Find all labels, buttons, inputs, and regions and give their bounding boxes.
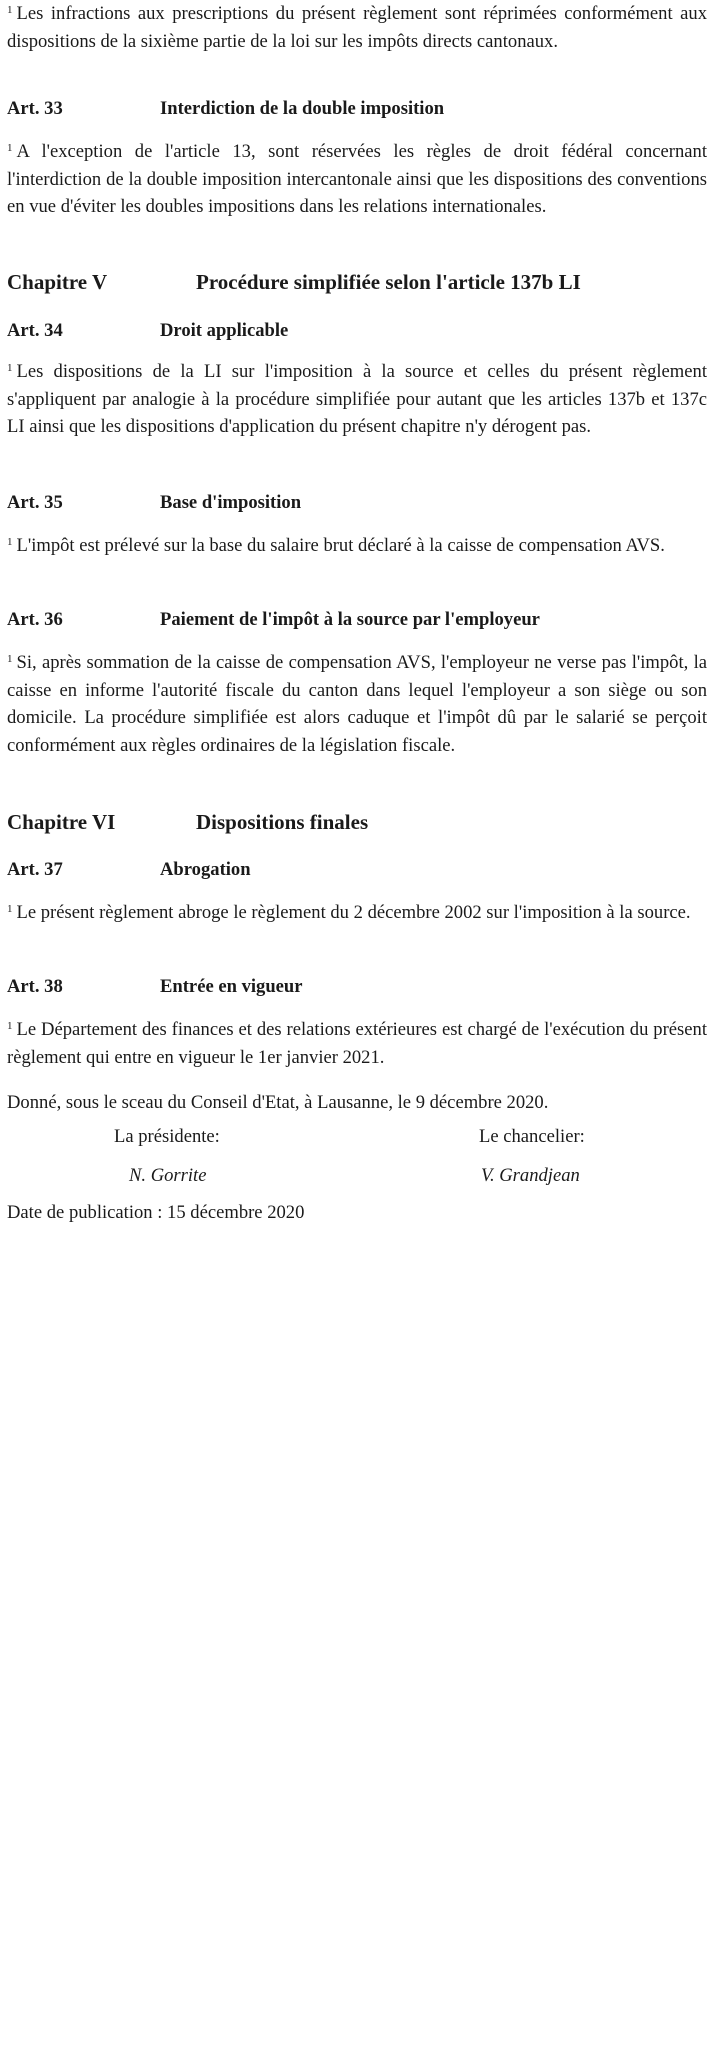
art37-title: Abrogation [160, 859, 251, 880]
intro-paragraph [7, 0, 707, 55]
art37-text: Le présent règlement abroge le règlement du 2 décembre 2002 sur l'imposition à la source. [16, 902, 691, 923]
chapter5-heading [7, 268, 707, 296]
chapter5-title: Procédure simplifiée selon l'article 137b LI [196, 270, 581, 294]
art36-heading [7, 607, 707, 633]
art33-title: Interdiction de la double imposition [160, 98, 445, 119]
president-name: N. Gorrite [129, 1165, 207, 1186]
art33-paragraph [7, 138, 707, 221]
art38-title: Entrée en vigueur [160, 976, 303, 997]
art35-title: Base d'imposition [160, 492, 302, 513]
signatory-names [7, 1163, 707, 1189]
art38-text: Le Département des finances et des relations extérieures est chargé de l'exécution du présent règlement qui entre en vigueur le 1er janvier 2021. [7, 1019, 707, 1068]
art35-text: L'impôt est prélevé sur la base du salaire brut déclaré à la caisse de compensation AVS. [16, 535, 665, 556]
chapter6-heading [7, 808, 707, 836]
art33-text: A l'exception de l'article 13, sont réservées les règles de droit fédéral concernant l'interdiction de la double imposition intercantonale ainsi que les dispositions des conventions en vue d'éviter les doubles impositions dans les relations internationales. [7, 141, 707, 217]
art34-heading [7, 318, 707, 344]
art36-number: Art. 36 [7, 609, 63, 630]
art33-heading [7, 96, 707, 122]
art38-sup: 1 [7, 1020, 13, 1032]
art33-number: Art. 33 [7, 98, 63, 119]
president-role: La présidente: [114, 1126, 220, 1147]
chancellor-name: V. Grandjean [481, 1165, 580, 1186]
art38-number: Art. 38 [7, 976, 63, 997]
art38-heading [7, 974, 707, 1000]
art36-paragraph [7, 649, 707, 759]
art36-text: Si, après sommation de la caisse de compensation AVS, l'employeur ne verse pas l'impôt, la caisse en informe l'autorité fiscale du canton dans lequel l'employeur a son siège ou son domicile. La procédure simplifiée est alors caduque et l'impôt dû par le salarié se perçoit conformément aux règles ordinaires de la législation fiscale. [7, 652, 707, 756]
chapter5-number: Chapitre V [7, 270, 108, 294]
art34-paragraph [7, 358, 707, 441]
publication-date: Date de publication : 15 décembre 2020 [7, 1202, 305, 1223]
art38-paragraph [7, 1016, 707, 1071]
art37-sup: 1 [7, 903, 13, 915]
signatory-roles [7, 1124, 707, 1150]
chapter6-number: Chapitre VI [7, 810, 116, 834]
art35-paragraph [7, 532, 707, 560]
art36-sup: 1 [7, 653, 13, 665]
art34-sup: 1 [7, 362, 13, 374]
intro-sup: 1 [7, 4, 13, 16]
art37-paragraph [7, 899, 707, 927]
chapter6-title: Dispositions finales [196, 810, 369, 834]
art35-number: Art. 35 [7, 492, 63, 513]
chancellor-role: Le chancelier: [479, 1126, 585, 1147]
art33-sup: 1 [7, 142, 13, 154]
art34-text: Les dispositions de la LI sur l'imposition à la source et celles du présent règlement s'appliquent par analogie à la procédure simplifiée pour autant que les articles 137b et 137c LI ainsi que les dispositions d'application du présent chapitre n'y dérogent pas. [7, 361, 707, 437]
art34-title: Droit applicable [160, 320, 289, 341]
art35-heading [7, 490, 707, 516]
art34-number: Art. 34 [7, 320, 63, 341]
art35-sup: 1 [7, 536, 13, 548]
art36-title: Paiement de l'impôt à la source par l'employeur [160, 609, 540, 630]
art37-number: Art. 37 [7, 859, 63, 880]
art37-heading [7, 857, 707, 883]
given-statement: Donné, sous le sceau du Conseil d'Etat, à Lausanne, le 9 décembre 2020. [7, 1092, 549, 1113]
intro-text: Les infractions aux prescriptions du présent règlement sont réprimées conformément aux dispositions de la sixième partie de la loi sur les impôts directs cantonaux. [7, 3, 707, 52]
